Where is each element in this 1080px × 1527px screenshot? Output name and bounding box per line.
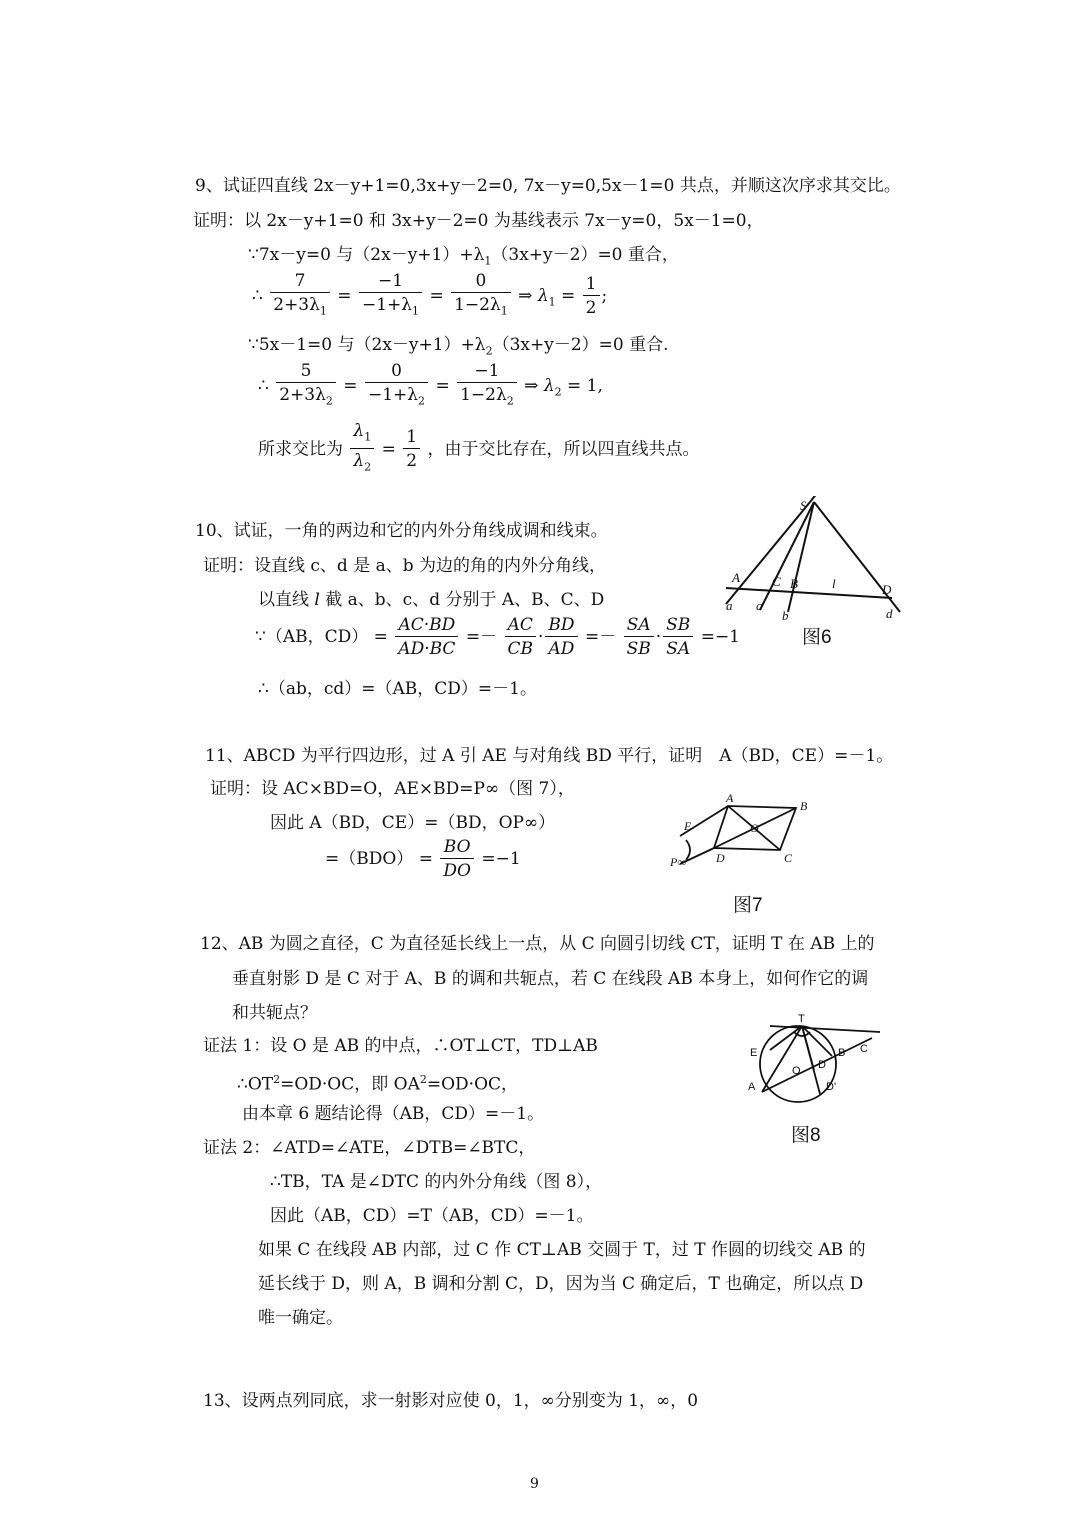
method1-line1: 证法 1：设 O 是 AB 的中点，∴OT⊥CT，TD⊥AB	[203, 1036, 598, 1056]
label-D-prime: D'	[826, 1081, 837, 1093]
fraction: $\frac{SB}{SA}$	[663, 614, 693, 661]
label-C: C	[860, 1043, 868, 1055]
label-E: E	[750, 1047, 758, 1059]
problem-12-title-line2: 垂直射影 D 是 C 对于 A、B 的调和共轭点，若 C 在线段 AB 本身上，如何作它的调	[232, 969, 869, 989]
line-extension	[810, 496, 818, 502]
label-l: l	[832, 576, 836, 591]
fraction: $\frac{SA}{SB}$	[624, 614, 654, 661]
figure-8-diagram	[742, 1010, 884, 1110]
p-infinity-brace	[686, 840, 690, 860]
problem-9-equation2: ∴ $\frac{5}{2+3\lambda_2}$ = $\frac{0}{-1+\lambda_2}$ = $\frac{-1}{1-2\lambda_2}$ ⇒ $\lambda_2 = 1$,	[258, 360, 603, 413]
method2-line6: 唯一确定。	[258, 1308, 343, 1328]
tangent-line	[770, 1026, 880, 1032]
problem-10-proof-line1: 证明：设直线 c、d 是 a、b 为边的角的内外分角线，	[203, 556, 607, 576]
method2-line3: 因此（AB，CD）=T（AB，CD）=－1。	[270, 1206, 594, 1226]
problem-11-equation: =（BDO） = $\frac{BO}{DO}$ =−1	[325, 837, 521, 881]
problem-10-title: 10、试证，一角的两边和它的内外分角线成调和线束。	[195, 521, 608, 541]
fraction: $\frac{AC\cdot BD}{AD\cdot BC}$	[395, 614, 458, 661]
problem-9-cross-ratio: 所求交比为 $\frac{\lambda_1}{\lambda_2}$ = $\frac{1}{2}$ ，由于交比存在，所以四直线共点。	[258, 420, 699, 480]
label-A: A	[748, 1081, 756, 1093]
fraction: $\frac{-1}{1-2\lambda_2}$	[457, 360, 517, 413]
problem-10-proof-line2: 以直线 l 截 a、b、c、d 分别于 A、B、C、D	[258, 590, 605, 610]
label-B: B	[838, 1047, 846, 1059]
problem-11-proof-line2: 因此 A（BD，CE）=（BD，OP∞）	[270, 813, 556, 833]
label-B: B	[790, 576, 798, 591]
figure-8-caption: 图8	[791, 1125, 821, 1146]
problem-9-title: 9、试证四直线 2x－y+1=0,3x+y－2=0, 7x－y=0,5x－1=0 共点，并顺这次序求其交比。	[195, 176, 901, 196]
problem-12-title-line1: 12、AB 为圆之直径，C 为直径延长线上一点，从 C 向圆引切线 CT，证明 T 在 AB 上的	[200, 934, 875, 954]
fraction: $\frac{5}{2+3\lambda_2}$	[276, 360, 336, 413]
fraction: $\frac{1}{2}$	[403, 426, 420, 473]
label-O: O	[750, 821, 759, 835]
figure-6-diagram	[718, 496, 910, 628]
line-l	[726, 588, 892, 598]
label-T: T	[798, 1013, 805, 1025]
label-C: C	[772, 574, 781, 589]
method1-line2: $\therefore OT^2=OD\cdot OC$，即 $OA^2=OD\cdot OC$，	[237, 1073, 519, 1095]
page-number: 9	[530, 1476, 539, 1492]
problem-10-equation: ∵（AB，CD） = $\frac{AC\cdot BD}{AD\cdot BC}$ =－ $\frac{AC}{CB}$ · $\frac{BD}{AD}$ =－ $\frac{SA}{SB}$ · $\frac{SB}{SA}$ =−1	[255, 615, 740, 659]
figure-6-caption: 图6	[802, 627, 832, 648]
line-TE	[770, 1026, 802, 1050]
problem-13-title: 13、设两点列同底，求一射影对应使 0，1，∞分别变为 1，∞，0	[203, 1391, 699, 1411]
problem-12-title-line3: 和共轭点？	[232, 1003, 317, 1023]
label-a: a	[726, 598, 733, 613]
problem-9-proof-line4: ∵5x－1=0 与$(2x-y+1)+\lambda_2(3x+y-2)=0$ 重合.	[248, 335, 669, 358]
label-S: S	[800, 498, 807, 513]
fraction: $\frac{BO}{DO}$	[440, 836, 474, 883]
label-d: d	[886, 606, 893, 621]
label-D: D	[818, 1059, 826, 1071]
problem-9-proof-line2: ∵7x－y=0 与$(2x-y+1)+\lambda_1(3x+y-2)=0$ 重合，	[248, 245, 679, 268]
label-A: A	[732, 570, 740, 585]
figure-7-diagram	[666, 792, 816, 878]
fraction: $\frac{1}{2}$	[583, 273, 600, 320]
problem-9-equation1: ∴ $\frac{7}{2+3\lambda_1}$ = $\frac{-1}{-1+\lambda_1}$ = $\frac{0}{1-2\lambda_1}$ ⇒ $\lambda_1$ = $\frac{1}{2}$ ;	[252, 270, 607, 323]
fraction: $\frac{\lambda_1}{\lambda_2}$	[350, 420, 374, 480]
label-E: E	[684, 819, 692, 833]
label-B: B	[800, 799, 808, 813]
label-D: D	[882, 582, 892, 597]
fraction: $\frac{BD}{AD}$	[545, 614, 577, 661]
problem-11-proof-line1: 证明：设 AC×BD=O，AE×BD=P∞（图 7），	[210, 779, 575, 799]
method2-line1: 证法 2：∠ATD=∠ATE，∠DTB=∠BTC，	[203, 1138, 536, 1158]
label-C: C	[784, 851, 793, 865]
label-c: c	[756, 598, 762, 613]
method1-line3: 由本章 6 题结论得（AB，CD）=－1。	[242, 1104, 545, 1124]
fraction: $\frac{0}{-1+\lambda_2}$	[365, 360, 428, 413]
method2-line4: 如果 C 在线段 AB 内部，过 C 作 CT⊥AB 交圆于 T，过 T 作圆的切线交 AB 的	[258, 1240, 866, 1260]
problem-11-title: 11、ABCD 为平行四边形，过 A 引 AE 与对角线 BD 平行，证明 A（BD，CE）=－1。	[205, 746, 894, 766]
figure-7-caption: 图7	[733, 895, 763, 916]
label-D: D	[716, 851, 725, 865]
label-O: O	[792, 1065, 801, 1077]
label-P-infinity: P∞	[670, 855, 686, 869]
problem-9-proof-line1: 证明：以 2x－y+1=0 和 3x+y－2=0 为基线表示 7x－y=0，5x－1=0，	[193, 211, 764, 231]
fraction: $\frac{0}{1-2\lambda_1}$	[451, 270, 511, 323]
fraction: $\frac{AC}{CB}$	[505, 614, 537, 661]
fraction: $\frac{7}{2+3\lambda_1}$	[270, 270, 330, 323]
problem-10-conclusion: ∴（ab，cd）=（AB，CD）=－1。	[258, 679, 537, 699]
method2-line2: ∴TB，TA 是∠DTC 的内外分角线（图 8），	[270, 1172, 603, 1192]
method2-line5: 延长线于 D，则 A，B 调和分割 C，D，因为当 C 确定后，T 也确定，所以点 D	[258, 1274, 864, 1294]
line-b	[788, 502, 814, 612]
label-A: A	[726, 792, 734, 805]
label-b: b	[782, 608, 789, 623]
fraction: $\frac{-1}{-1+\lambda_1}$	[359, 270, 422, 323]
